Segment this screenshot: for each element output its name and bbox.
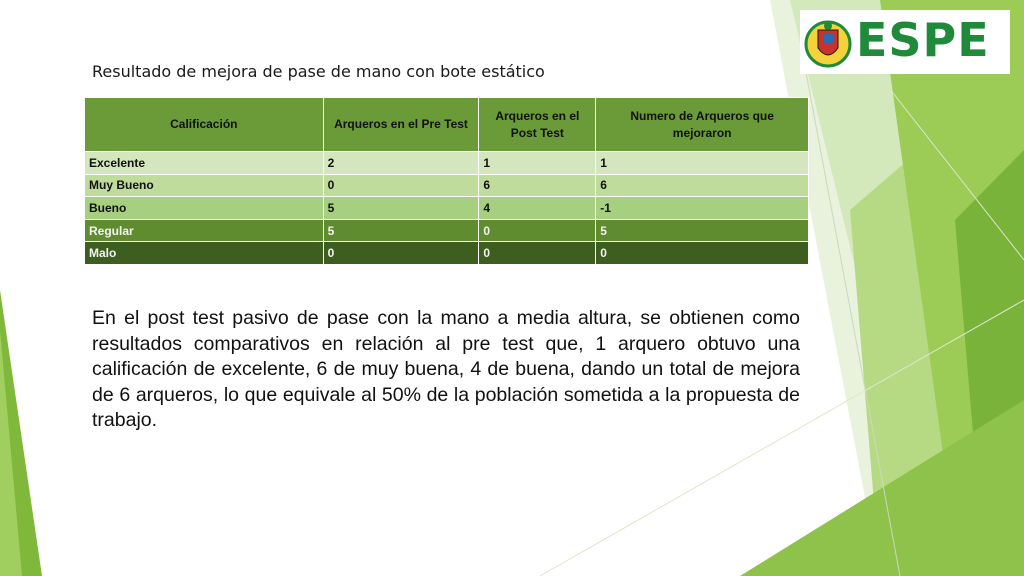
cell-pre-test: 2 — [323, 152, 479, 175]
table-row — [85, 242, 809, 265]
cell-calificacion: Malo — [85, 242, 324, 265]
cell-mejoraron: 1 — [596, 152, 809, 175]
cell-mejoraron: -1 — [596, 197, 809, 220]
body-paragraph: En el post test pasivo de pase con la mano a media altura, se obtienen como resultados comparativos en relación al pre test que, 1 arquero obtuvo una calificación de excelente, 6 de muy buena, 4 de buena, dando un total de mejora de 6 arqueros, lo que equivale al 50% de la población sometida a la propuesta de trabajo. — [92, 307, 800, 431]
cell-post-test: 4 — [479, 197, 596, 220]
table-row — [85, 152, 809, 175]
cell-pre-test: 5 — [323, 197, 479, 220]
header-post-test: Arqueros en el Post Test — [479, 98, 596, 152]
cell-calificacion: Regular — [85, 219, 324, 242]
slide-title: Resultado de mejora de pase de mano con bote estático — [92, 62, 545, 81]
header-mejoraron: Numero de Arqueros que mejoraron — [596, 98, 809, 152]
cell-pre-test: 0 — [323, 242, 479, 265]
cell-calificacion: Muy Bueno — [85, 174, 324, 197]
logo-text: ESPE — [856, 13, 990, 67]
shield-icon — [804, 16, 852, 72]
table-row — [85, 219, 809, 242]
cell-calificacion: Bueno — [85, 197, 324, 220]
espe-logo — [804, 13, 1004, 72]
cell-post-test: 0 — [479, 219, 596, 242]
cell-post-test: 6 — [479, 174, 596, 197]
cell-mejoraron: 5 — [596, 219, 809, 242]
cell-post-test: 1 — [479, 152, 596, 175]
header-calificacion: Calificación — [85, 98, 324, 152]
table-header-row — [85, 98, 809, 152]
cell-post-test: 0 — [479, 242, 596, 265]
table-row — [85, 174, 809, 197]
cell-pre-test: 0 — [323, 174, 479, 197]
results-table — [84, 97, 809, 265]
table-row — [85, 197, 809, 220]
cell-mejoraron: 0 — [596, 242, 809, 265]
cell-mejoraron: 6 — [596, 174, 809, 197]
cell-pre-test: 5 — [323, 219, 479, 242]
header-pre-test: Arqueros en el Pre Test — [323, 98, 479, 152]
cell-calificacion: Excelente — [85, 152, 324, 175]
